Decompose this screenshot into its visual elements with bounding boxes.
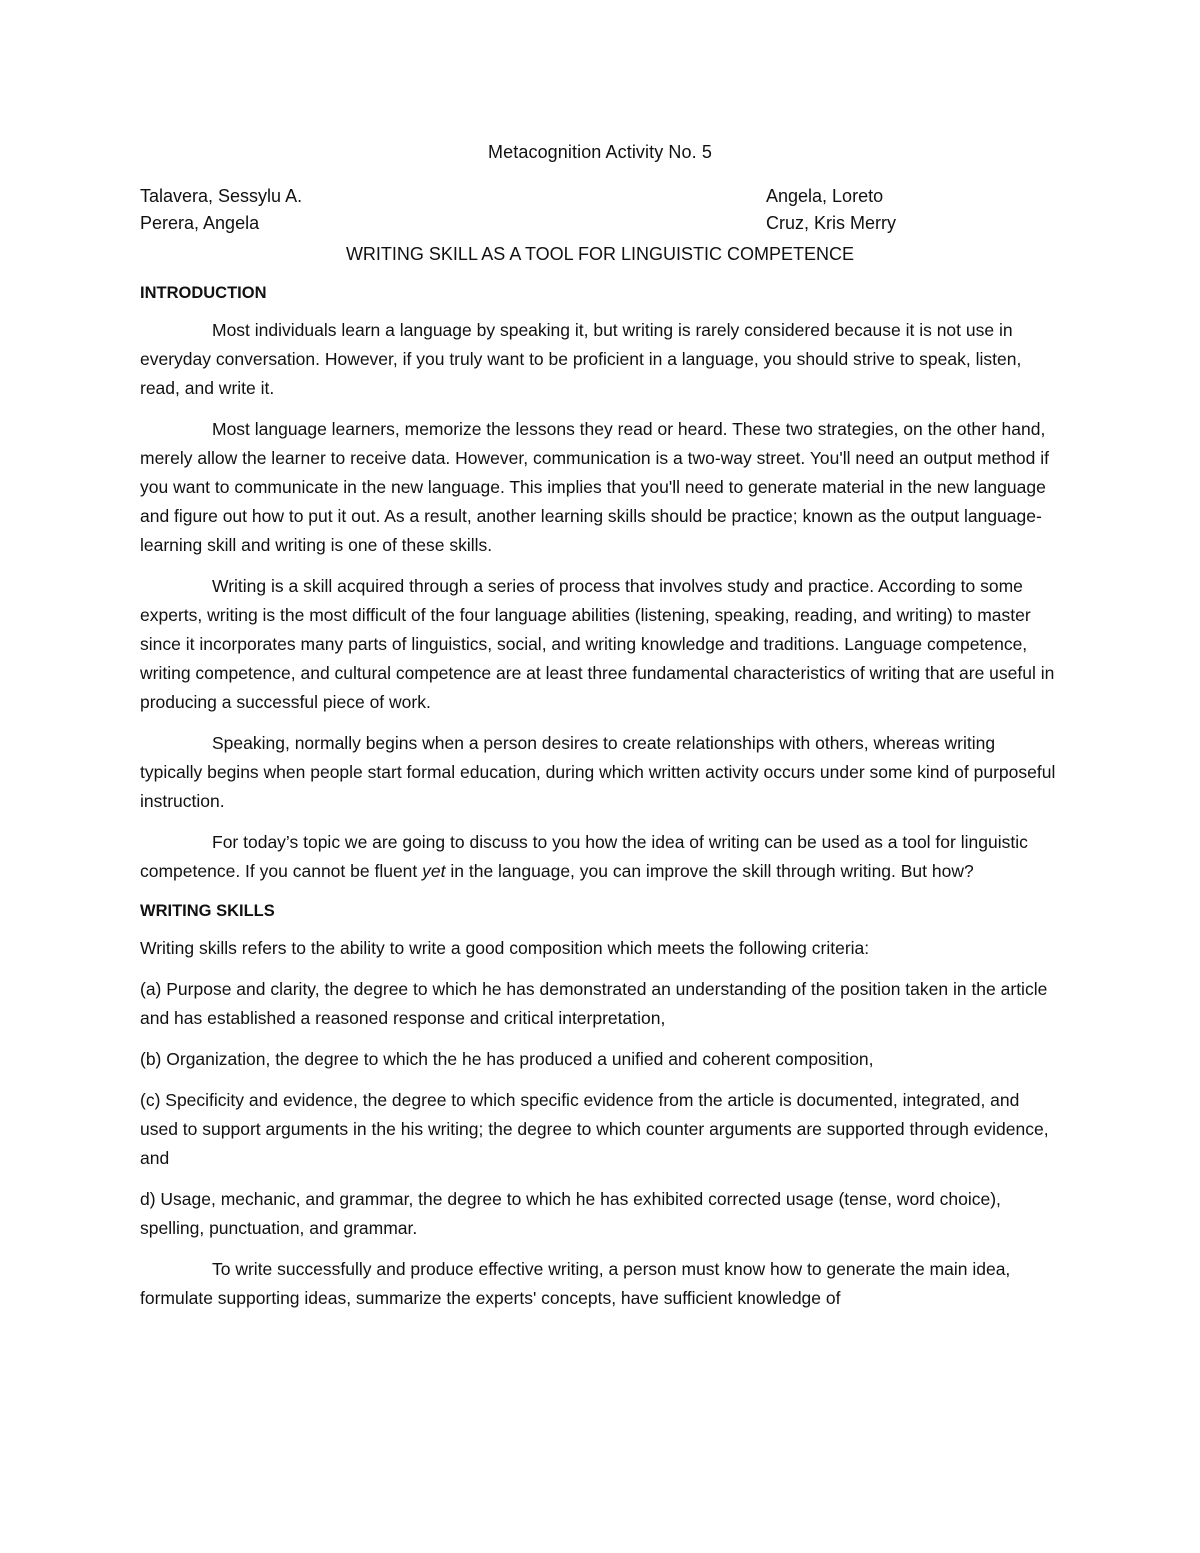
author-column-left (140, 183, 302, 237)
author-list (140, 183, 1060, 237)
emphasis-text: yet (422, 861, 446, 881)
document-body (140, 138, 1060, 1325)
paragraph: Writing is a skill acquired through a series of process that involves study and practice. According to some experts, writing is the most difficult of the four language abilities (listening, speaking, reading, and writing) to master since it incorporates many parts of linguistics, social, and writing knowledge and traditions. Language competence, writing competence, and cultural competence are at least three fundamental characteristics of writing that are useful in producing a successful piece of work. (140, 576, 1055, 712)
paragraph: To write successfully and produce effective writing, a person must know how to generate the main idea, formulate supporting ideas, summarize the experts' concepts, have sufficient knowledge of (140, 1259, 1011, 1308)
main-title: WRITING SKILL AS A TOOL FOR LINGUISTIC COMPETENCE (345, 244, 855, 264)
paragraph: Most language learners, memorize the lessons they read or heard. These two strategies, on the other hand, merely allow the learner to receive data. However, communication is a two-way street. You'll need an output method if you want to communicate in the new language. This implies that you'll need to generate material in the new language and figure out how to put it out. As a result, another learning skills should be practice; known as the output language-learning skill and writing is one of these skills. (140, 419, 1049, 555)
paragraph: Speaking, normally begins when a person desires to create relationships with others, whereas writing typically begins when people start formal education, during which written activity occurs under some kind of purposeful instruction. (140, 733, 1056, 811)
criteria-item: (b) Organization, the degree to which the he has produced a unified and coherent composition, (140, 1049, 874, 1069)
author-name: Angela, Loreto (766, 186, 884, 206)
author-name: Perera, Angela (140, 213, 260, 233)
criteria-item: d) Usage, mechanic, and grammar, the degree to which he has exhibited corrected usage (tense, word choice), spelling, punctuation, and grammar. (140, 1189, 1001, 1238)
paragraph (140, 828, 1060, 886)
paragraph-text: For today’s topic we are going to discuss to you how the idea of writing can be used as a tool for linguistic competence. If you cannot be fluent (140, 832, 1028, 881)
section-heading-writing-skills: WRITING SKILLS (140, 902, 275, 920)
criteria-item: (a) Purpose and clarity, the degree to which he has demonstrated an understanding of the position taken in the article and has established a reasoned response and critical interpretation, (140, 979, 1048, 1028)
author-column-right (766, 183, 986, 237)
paragraph: Writing skills refers to the ability to write a good composition which meets the following criteria: (140, 938, 870, 958)
paragraph-text: in the language, you can improve the skill through writing. But how? (445, 861, 974, 881)
author-name: Cruz, Kris Merry (766, 213, 896, 233)
author-name: Talavera, Sessylu A. (140, 186, 303, 206)
paragraph: Most individuals learn a language by speaking it, but writing is rarely considered because it is not use in everyday conversation. However, if you truly want to be proficient in a language, you should strive to speak, listen, read, and write it. (140, 320, 1022, 398)
activity-title: Metacognition Activity No. 5 (488, 142, 712, 162)
criteria-item: (c) Specificity and evidence, the degree to which specific evidence from the article is documented, integrated, and used to support arguments in the his writing; the degree to which counter arguments are supported through evidence, and (140, 1090, 1049, 1168)
section-heading-introduction: INTRODUCTION (140, 284, 267, 302)
